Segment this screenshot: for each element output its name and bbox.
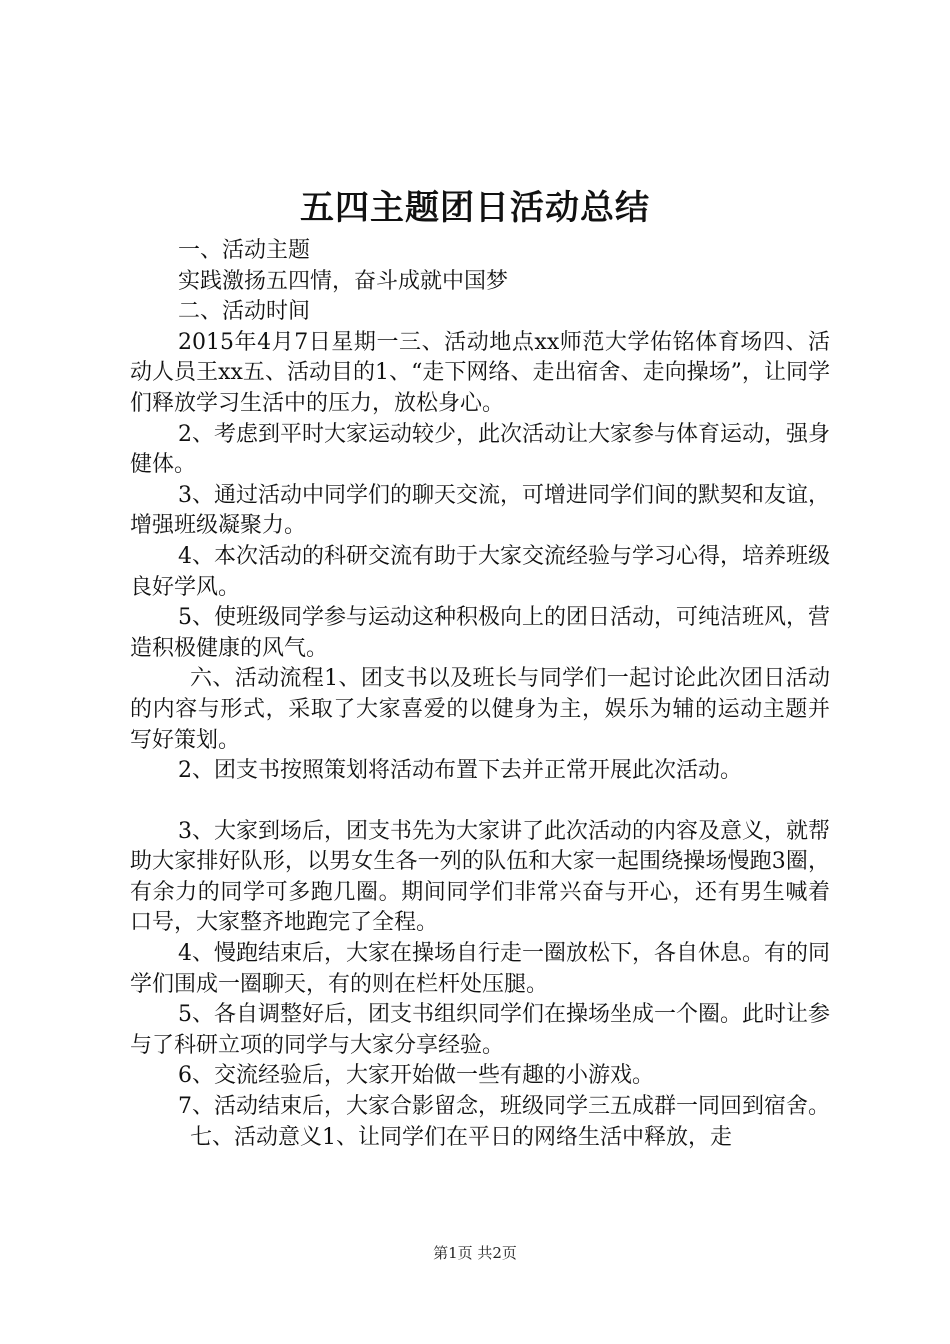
paragraph-process-6: 6、交流经验后，大家开始做一些有趣的小游戏。 — [178, 1063, 654, 1089]
paragraph-purpose-4: 4、本次活动的科研交流有助于大家交流经验与学习心得，培养班级良好学风。 — [130, 543, 830, 600]
paragraph-process-1: 六、活动流程1、团支书以及班长与同学们一起讨论此次团日活动的内容与形式，采取了大家喜爱的以健身为主，娱乐为辅的运动主题并写好策划。 — [130, 666, 830, 753]
section-heading-time: 二、活动时间 — [178, 299, 311, 325]
paragraph-purpose-3: 3、通过活动中同学们的聊天交流，可增进同学们间的默契和友谊，增强班级凝聚力。 — [130, 482, 830, 539]
paragraph-process-2: 2、团支书按照策划将活动布置下去并正常开展此次活动。 — [178, 758, 742, 784]
paragraph-process-4: 4、慢跑结束后，大家在操场自行走一圈放松下，各自休息。有的同学们围成一圈聊天，有的则在栏杆处压腿。 — [130, 941, 830, 997]
paragraph-process-3: 3、大家到场后，团支书先为大家讲了此次活动的内容及意义，就帮助大家排好队形，以男女生各一列的队伍和大家一起围绕操场慢跑3圈，有余力的同学可多跑几圈。期间同学们非常兴奋与开心，还有男生喊着口号，大家整齐地跑完了全程。 — [130, 818, 830, 936]
theme-text: 实践激扬五四情，奋斗成就中国梦 — [178, 268, 509, 294]
document-title: 五四主题团日活动总结 — [300, 188, 650, 228]
paragraph-significance: 七、活动意义1、让同学们在平日的网络生活中释放，走 — [190, 1124, 732, 1150]
paragraph-purpose-2: 2、考虑到平时大家运动较少，此次活动让大家参与体育运动，强身健体。 — [130, 421, 830, 478]
paragraph-time-location-purpose: 2015年4月7日星期一三、活动地点xx师范大学佑铭体育场四、活动人员王xx五、活动目的1、“走下网络、走出宿舍、走向操场”，让同学们释放学习生活中的压力，放松身心。 — [130, 329, 830, 416]
section-heading-theme: 一、活动主题 — [178, 238, 311, 263]
paragraph-process-5: 5、各自调整好后，团支书组织同学们在操场坐成一个圈。此时让参与了科研立项的同学与大家分享经验。 — [130, 1002, 830, 1058]
page-number-footer: 第1页 共2页 — [433, 1244, 517, 1262]
document-body — [130, 236, 830, 1153]
paragraph-purpose-5: 5、使班级同学参与运动这种积极向上的团日活动，可纯洁班风，营造积极健康的风气。 — [130, 605, 830, 661]
paragraph-process-7: 7、活动结束后，大家合影留念，班级同学三五成群一同回到宿舍。 — [178, 1094, 830, 1120]
